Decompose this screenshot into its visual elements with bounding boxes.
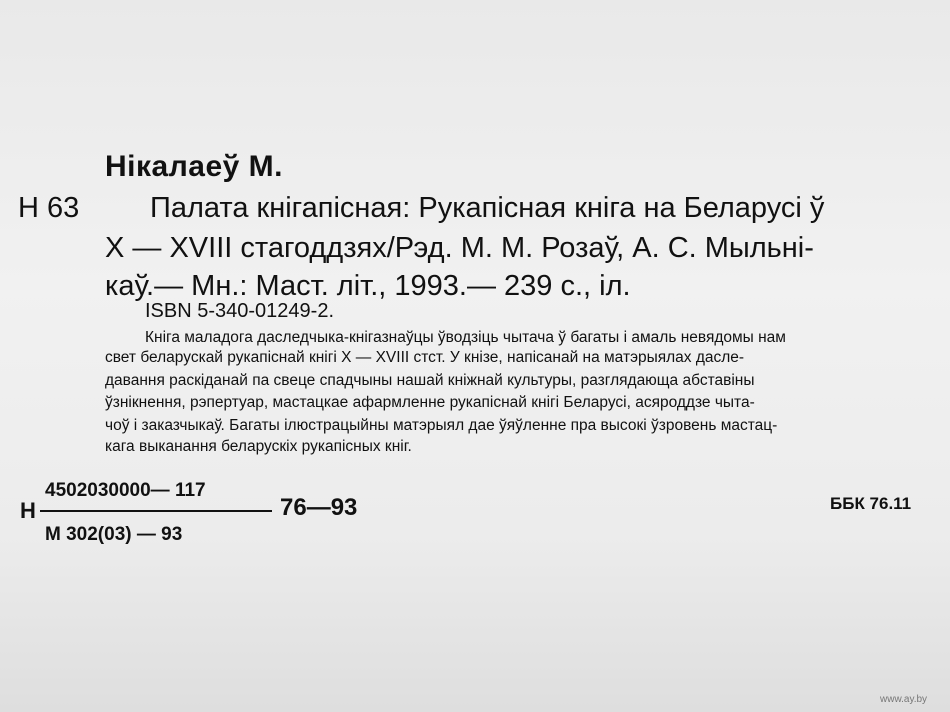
formula-letter: Н — [20, 498, 36, 523]
isbn: ISBN 5-340-01249-2. — [145, 300, 335, 322]
formula-result: 76—93 — [280, 494, 358, 521]
annotation-line-2: свет беларускай рукапіснай кнігі X — XVIII стст. У кнізе, напісанай на матэрыялах дасле- — [105, 349, 745, 366]
watermark: www.ay.by — [880, 694, 928, 705]
bibliography-line-2: X — XVIII стагоддзях/Рэд. М. М. Розаў, А. С. Мыльні- — [105, 232, 814, 264]
annotation-line-5: чоў і заказчыкаў. Багаты ілюстрацыйны матэрыял дае ўяўленне пра высокі ўзровень мастац- — [105, 417, 778, 434]
formula-divider — [40, 510, 272, 512]
bibliography-line-3: каў.— Мн.: Маст. літ., 1993.— 239 с., іл. — [105, 270, 631, 302]
formula-denominator: М 302(03) — 93 — [45, 524, 183, 545]
annotation-line-3: давання раскіданай па свеце спадчыны нашай кніжнай культуры, разглядающа абставіны — [105, 372, 755, 389]
formula-numerator: 4502030000— 117 — [45, 480, 206, 501]
author-name: Нікалаеў М. — [105, 150, 283, 183]
bibliography-line-1: Палата кнігапісная: Рукапісная кніга на Беларусі ў — [150, 192, 825, 224]
bbk-index: ББК 76.11 — [830, 494, 912, 513]
annotation-line-1: Кніга маладога даследчыка-кнігазнаўцы ўводзіць чытача ў багаты і амаль невядомы нам — [145, 329, 786, 346]
annotation-line-4: ўзнікнення, рэпертуар, мастацкае афармленне рукапіснай кнігі Беларусі, асяроддзе чыта- — [105, 394, 755, 411]
annotation-line-6: кага выканання беларускіх рукапісных кніг. — [105, 438, 412, 455]
catalog-code: Н 63 — [18, 192, 80, 224]
